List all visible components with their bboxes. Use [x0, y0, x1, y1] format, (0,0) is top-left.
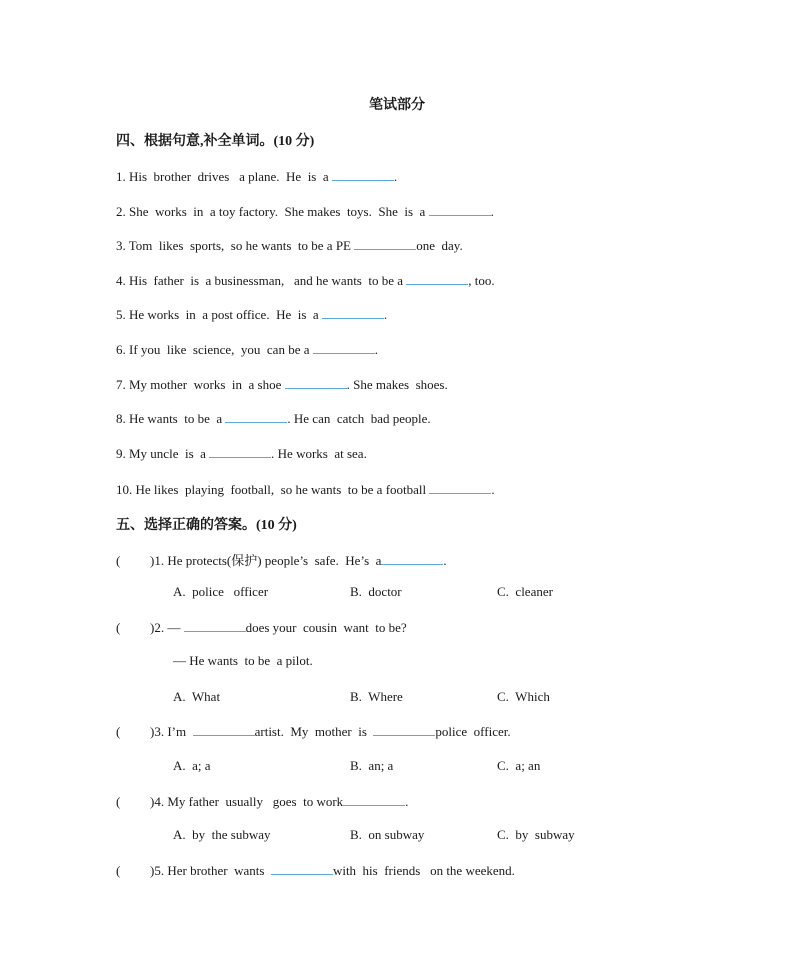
answer-blank[interactable] — [332, 168, 394, 181]
answer-blank[interactable] — [225, 410, 287, 423]
answer-blank[interactable] — [285, 376, 347, 389]
fill-item-1: 1. His brother drives a plane. He is a . — [116, 169, 398, 184]
choice-question-5: ( )5. Her brother wants with his friends on the weekend. — [116, 863, 515, 878]
fill-item-4: 4. His father is a businessman, and he wants to be a , too. — [116, 273, 495, 288]
choice-question-4: ( )4. My father usually goes to work . — [116, 794, 409, 809]
option-c[interactable]: C. cleaner — [497, 584, 553, 599]
option-b[interactable]: B. an; a — [350, 758, 394, 773]
fill-item-8: 8. He wants to be a . He can catch bad people. — [116, 411, 431, 426]
page-title: 笔试部分 — [369, 98, 425, 113]
fill-item-7: 7. My mother works in a shoe . She makes shoes. — [116, 377, 448, 392]
option-a[interactable]: A. a; a — [173, 758, 211, 773]
option-a[interactable]: A. police officer — [173, 584, 269, 599]
answer-blank[interactable] — [373, 723, 435, 736]
answer-blank[interactable] — [184, 619, 246, 632]
answer-bracket[interactable]: ( — [116, 863, 121, 878]
answer-bracket[interactable]: ( — [116, 724, 121, 739]
fill-item-6: 6. If you like science, you can be a . — [116, 342, 378, 357]
option-c[interactable]: C. a; an — [497, 758, 541, 773]
answer-blank[interactable] — [381, 552, 443, 565]
option-b[interactable]: B. doctor — [350, 584, 402, 599]
answer-bracket[interactable]: ( — [116, 620, 121, 635]
fill-item-9: 9. My uncle is a . He works at sea. — [116, 446, 367, 461]
fill-item-10: 10. He likes playing football, so he wants to be a football . — [116, 482, 495, 497]
option-c[interactable]: C. by subway — [497, 827, 575, 842]
answer-bracket[interactable]: ( — [116, 553, 121, 568]
answer-blank[interactable] — [429, 481, 491, 494]
option-c[interactable]: C. Which — [497, 689, 550, 704]
fill-item-5: 5. He works in a post office. He is a . — [116, 307, 388, 322]
answer-blank[interactable] — [343, 793, 405, 806]
fill-item-3: 3. Tom likes sports, so he wants to be a PE one day. — [116, 238, 463, 253]
choice-question-2: ( )2. — does your cousin want to be? — [116, 620, 407, 635]
answer-blank[interactable] — [322, 306, 384, 319]
option-b[interactable]: B. Where — [350, 689, 403, 704]
answer-blank[interactable] — [354, 237, 416, 250]
choice-question-1: ( )1. He protects(保护) people’s safe. He’s a . — [116, 553, 447, 568]
answer-blank[interactable] — [209, 445, 271, 458]
option-a[interactable]: A. What — [173, 689, 221, 704]
answer-blank[interactable] — [193, 723, 255, 736]
answer-bracket[interactable]: ( — [116, 794, 121, 809]
answer-blank[interactable] — [429, 203, 491, 216]
choice-question-3: ( )3. I’m artist. My mother is police officer. — [116, 724, 511, 739]
answer-blank[interactable] — [271, 862, 333, 875]
section-4-heading: 四、根据句意,补全单词。(10 分) — [116, 134, 315, 149]
fill-item-2: 2. She works in a toy factory. She makes toys. She is a . — [116, 204, 494, 219]
dialogue-reply: — He wants to be a pilot. — [173, 653, 313, 668]
section-5-heading: 五、选择正确的答案。(10 分) — [116, 518, 297, 533]
option-b[interactable]: B. on subway — [350, 827, 425, 842]
option-a[interactable]: A. by the subway — [173, 827, 271, 842]
answer-blank[interactable] — [406, 272, 468, 285]
answer-blank[interactable] — [313, 341, 375, 354]
